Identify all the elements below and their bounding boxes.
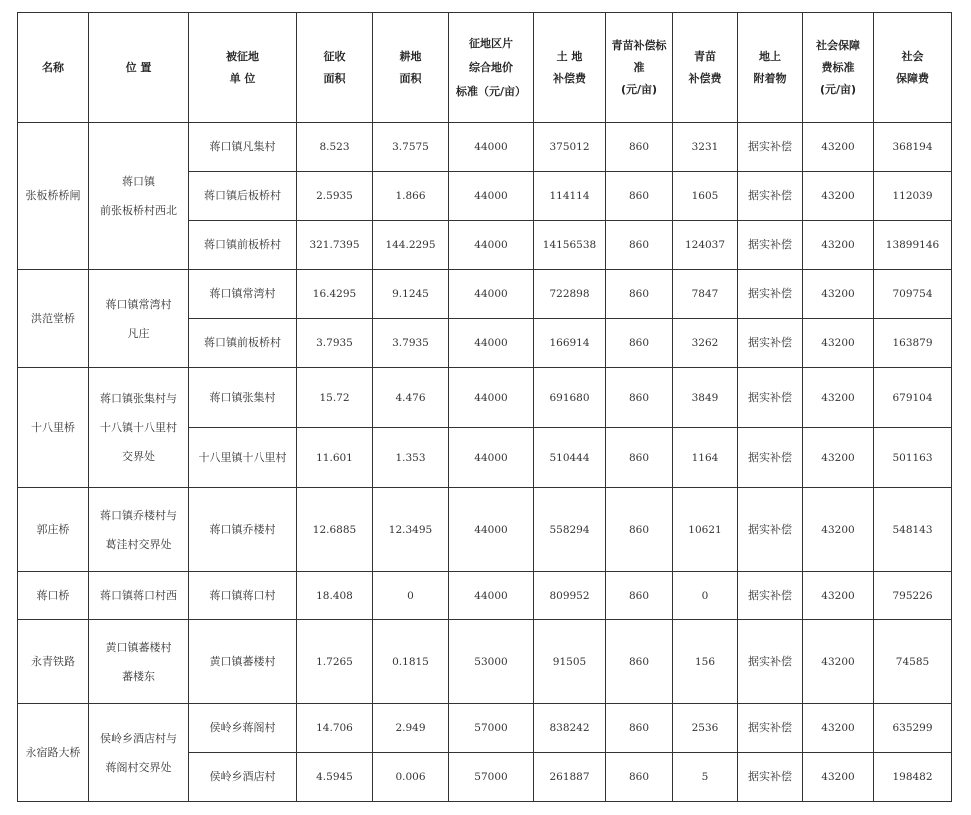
- land-fee-cell: 91505: [534, 620, 606, 704]
- location-text: 蒋口镇蒋口村西: [100, 589, 177, 602]
- project-name-cell: 蒋口桥: [18, 572, 89, 620]
- price-cell: 57000: [449, 704, 534, 753]
- ss-fee-cell: 709754: [874, 270, 952, 319]
- header-text: 位 置: [125, 60, 152, 74]
- land-fee-cell: 838242: [534, 704, 606, 753]
- ss-std-cell: 43200: [803, 488, 874, 572]
- location-text: 十八镇十八里村: [100, 421, 177, 434]
- price-cell: 44000: [449, 368, 534, 428]
- location-text: 葛洼村交界处: [105, 537, 172, 551]
- farmland-cell: 2.949: [373, 704, 449, 753]
- attach-cell: 据实补偿: [738, 428, 803, 488]
- farmland-cell: 4.476: [373, 368, 449, 428]
- crop-fee-cell: 1605: [673, 172, 738, 221]
- header-text: 保障费: [896, 71, 929, 85]
- crop-std-cell: 860: [606, 270, 673, 319]
- location-cell: [89, 368, 189, 488]
- area-cell: 2.5935: [297, 172, 373, 221]
- land-fee-cell: 691680: [534, 368, 606, 428]
- land-fee-cell: 510444: [534, 428, 606, 488]
- farmland-cell: 0.006: [373, 753, 449, 802]
- header-crop-std: [606, 13, 673, 123]
- crop-std-cell: 860: [606, 368, 673, 428]
- header-ss-fee: [874, 13, 952, 123]
- location-text: 凡庄: [127, 326, 150, 340]
- area-cell: 11.601: [297, 428, 373, 488]
- unit-cell: 蒋口镇后板桥村: [189, 172, 297, 221]
- header-text: 地上: [759, 49, 781, 63]
- location-text: 蒋口镇: [122, 175, 155, 188]
- ss-std-cell: 43200: [803, 428, 874, 488]
- farmland-cell: 3.7935: [373, 319, 449, 368]
- table-row: [18, 488, 952, 572]
- price-cell: 53000: [449, 620, 534, 704]
- header-crop-fee: [673, 13, 738, 123]
- ss-std-cell: 43200: [803, 704, 874, 753]
- project-name-cell: 永宿路大桥: [18, 704, 89, 802]
- unit-cell: 侯岭乡酒店村: [189, 753, 297, 802]
- location-cell: [89, 572, 189, 620]
- crop-fee-cell: 156: [673, 620, 738, 704]
- ss-fee-cell: 163879: [874, 319, 952, 368]
- land-fee-cell: 114114: [534, 172, 606, 221]
- header-land-fee: [534, 13, 606, 123]
- unit-cell: 蒋口镇前板桥村: [189, 319, 297, 368]
- header-unit: [189, 13, 297, 123]
- ss-std-cell: 43200: [803, 319, 874, 368]
- header-text: (元/亩): [620, 82, 658, 96]
- header-text: 社会保障: [816, 38, 860, 52]
- unit-cell: 十八里镇十八里村: [189, 428, 297, 488]
- unit-cell: 黄口镇蕃楼村: [189, 620, 297, 704]
- area-cell: 12.6885: [297, 488, 373, 572]
- area-cell: 18.408: [297, 572, 373, 620]
- attach-cell: 据实补偿: [738, 488, 803, 572]
- header-name: [18, 13, 89, 123]
- land-fee-cell: 166914: [534, 319, 606, 368]
- ss-fee-cell: 795226: [874, 572, 952, 620]
- table-header-row: [18, 13, 952, 123]
- header-text: 补偿费: [553, 71, 586, 85]
- crop-fee-cell: 10621: [673, 488, 738, 572]
- farmland-cell: 0: [373, 572, 449, 620]
- header-text: 补偿费: [688, 71, 722, 85]
- land-fee-cell: 722898: [534, 270, 606, 319]
- crop-std-cell: 860: [606, 488, 673, 572]
- header-area: [297, 13, 373, 123]
- table-row: [18, 123, 952, 172]
- area-cell: 15.72: [297, 368, 373, 428]
- crop-fee-cell: 5: [673, 753, 738, 802]
- unit-cell: 蒋口镇前板桥村: [189, 221, 297, 270]
- header-text: 单 位: [229, 71, 256, 85]
- ss-fee-cell: 679104: [874, 368, 952, 428]
- farmland-cell: 9.1245: [373, 270, 449, 319]
- location-text: 蒋阁村交界处: [105, 760, 172, 774]
- ss-fee-cell: 112039: [874, 172, 952, 221]
- land-fee-cell: 809952: [534, 572, 606, 620]
- location-text: 前张板桥村西北: [100, 204, 177, 217]
- crop-fee-cell: 3849: [673, 368, 738, 428]
- crop-fee-cell: 3262: [673, 319, 738, 368]
- unit-cell: 蒋口镇常湾村: [189, 270, 297, 319]
- table-row: [18, 572, 952, 620]
- attach-cell: 据实补偿: [738, 620, 803, 704]
- header-text: 耕地: [399, 49, 422, 63]
- header-text: 土 地: [556, 49, 583, 63]
- location-cell: [89, 620, 189, 704]
- attach-cell: 据实补偿: [738, 319, 803, 368]
- ss-fee-cell: 635299: [874, 704, 952, 753]
- ss-fee-cell: 368194: [874, 123, 952, 172]
- ss-std-cell: 43200: [803, 270, 874, 319]
- location-text: 侯岭乡酒店村与: [100, 731, 177, 745]
- ss-std-cell: 43200: [803, 572, 874, 620]
- header-text: 被征地: [226, 49, 259, 63]
- farmland-cell: 3.7575: [373, 123, 449, 172]
- unit-cell: 蒋口镇张集村: [189, 368, 297, 428]
- unit-cell: 蒋口镇蒋口村: [189, 572, 297, 620]
- crop-std-cell: 860: [606, 172, 673, 221]
- location-cell: [89, 704, 189, 802]
- area-cell: 1.7265: [297, 620, 373, 704]
- ss-fee-cell: 501163: [874, 428, 952, 488]
- attach-cell: 据实补偿: [738, 368, 803, 428]
- header-farmland: [373, 13, 449, 123]
- price-cell: 44000: [449, 221, 534, 270]
- ss-std-cell: 43200: [803, 368, 874, 428]
- price-cell: 57000: [449, 753, 534, 802]
- header-text: 综合地价: [469, 60, 513, 74]
- crop-fee-cell: 1164: [673, 428, 738, 488]
- price-cell: 44000: [449, 488, 534, 572]
- project-name-cell: 张板桥桥闸: [18, 123, 89, 270]
- land-fee-cell: 14156538: [534, 221, 606, 270]
- location-cell: [89, 123, 189, 270]
- price-cell: 44000: [449, 428, 534, 488]
- header-location: [89, 13, 189, 123]
- header-price: [449, 13, 534, 123]
- attach-cell: 据实补偿: [738, 572, 803, 620]
- ss-std-cell: 43200: [803, 221, 874, 270]
- ss-fee-cell: 74585: [874, 620, 952, 704]
- crop-fee-cell: 124037: [673, 221, 738, 270]
- crop-std-cell: 860: [606, 620, 673, 704]
- farmland-cell: 0.1815: [373, 620, 449, 704]
- header-attach: [738, 13, 803, 123]
- location-text: 蒋口镇乔楼村与: [100, 508, 177, 522]
- header-text: 征收: [323, 49, 346, 63]
- crop-fee-cell: 7847: [673, 270, 738, 319]
- location-text: 黄口镇蕃楼村: [105, 640, 172, 654]
- header-text: 名称: [42, 60, 64, 74]
- crop-fee-cell: 0: [673, 572, 738, 620]
- farmland-cell: 12.3495: [373, 488, 449, 572]
- crop-std-cell: 860: [606, 319, 673, 368]
- farmland-cell: 144.2295: [373, 221, 449, 270]
- ss-std-cell: 43200: [803, 620, 874, 704]
- unit-cell: 蒋口镇凡集村: [189, 123, 297, 172]
- price-cell: 44000: [449, 172, 534, 221]
- location-text: 蕃楼东: [122, 669, 155, 683]
- table-row: [18, 368, 952, 428]
- location-text: 交界处: [122, 450, 155, 463]
- header-text: 征地区片: [469, 36, 513, 50]
- attach-cell: 据实补偿: [738, 221, 803, 270]
- area-cell: 4.5945: [297, 753, 373, 802]
- header-text: 面积: [323, 71, 346, 85]
- land-fee-cell: 558294: [534, 488, 606, 572]
- location-cell: [89, 270, 189, 368]
- header-text: 社会: [901, 49, 924, 63]
- land-fee-cell: 261887: [534, 753, 606, 802]
- attach-cell: 据实补偿: [738, 753, 803, 802]
- project-name-cell: 永青铁路: [18, 620, 89, 704]
- project-name-cell: 洪范堂桥: [18, 270, 89, 368]
- crop-std-cell: 860: [606, 572, 673, 620]
- price-cell: 44000: [449, 319, 534, 368]
- area-cell: 3.7935: [297, 319, 373, 368]
- location-text: 蒋口镇张集村与: [100, 392, 177, 405]
- header-text: (元/亩): [819, 82, 857, 96]
- table-row: [18, 270, 952, 319]
- land-fee-cell: 375012: [534, 123, 606, 172]
- price-cell: 44000: [449, 123, 534, 172]
- unit-cell: 蒋口镇乔楼村: [189, 488, 297, 572]
- attach-cell: 据实补偿: [738, 123, 803, 172]
- attach-cell: 据实补偿: [738, 270, 803, 319]
- crop-std-cell: 860: [606, 123, 673, 172]
- ss-std-cell: 43200: [803, 172, 874, 221]
- ss-fee-cell: 13899146: [874, 221, 952, 270]
- ss-fee-cell: 198482: [874, 753, 952, 802]
- location-cell: [89, 488, 189, 572]
- area-cell: 14.706: [297, 704, 373, 753]
- table-row: [18, 620, 952, 704]
- crop-std-cell: 860: [606, 428, 673, 488]
- price-cell: 44000: [449, 572, 534, 620]
- ss-std-cell: 43200: [803, 753, 874, 802]
- crop-fee-cell: 3231: [673, 123, 738, 172]
- area-cell: 321.7395: [297, 221, 373, 270]
- ss-fee-cell: 548143: [874, 488, 952, 572]
- header-text: 青苗: [694, 49, 716, 63]
- attach-cell: 据实补偿: [738, 704, 803, 753]
- farmland-cell: 1.353: [373, 428, 449, 488]
- header-text: 面积: [399, 71, 422, 85]
- header-text: 青苗补偿标准: [611, 38, 667, 74]
- farmland-cell: 1.866: [373, 172, 449, 221]
- crop-fee-cell: 2536: [673, 704, 738, 753]
- attach-cell: 据实补偿: [738, 172, 803, 221]
- project-name-cell: 郭庄桥: [18, 488, 89, 572]
- project-name-cell: 十八里桥: [18, 368, 89, 488]
- crop-std-cell: 860: [606, 753, 673, 802]
- area-cell: 8.523: [297, 123, 373, 172]
- area-cell: 16.4295: [297, 270, 373, 319]
- header-text: 附着物: [753, 71, 787, 85]
- unit-cell: 侯岭乡蒋阁村: [189, 704, 297, 753]
- table-row: [18, 704, 952, 753]
- crop-std-cell: 860: [606, 704, 673, 753]
- header-ss-std: [803, 13, 874, 123]
- ss-std-cell: 43200: [803, 123, 874, 172]
- crop-std-cell: 860: [606, 221, 673, 270]
- price-cell: 44000: [449, 270, 534, 319]
- header-text: 费标准: [821, 60, 855, 74]
- compensation-table: [17, 12, 952, 802]
- location-text: 蒋口镇常湾村: [105, 297, 172, 311]
- header-text: 标准（元/亩）: [455, 84, 527, 98]
